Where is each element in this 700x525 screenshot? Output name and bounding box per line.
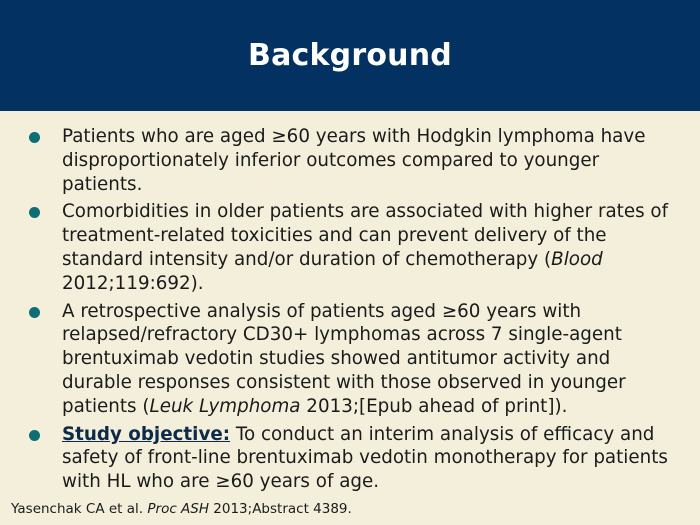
slide-title: Background bbox=[248, 38, 452, 73]
footnote-reference bbox=[11, 500, 352, 518]
bullet-item-2 bbox=[0, 200, 700, 295]
footnote-journal: Proc ASH bbox=[147, 501, 209, 517]
bullet-text: Comorbidities in older patients are associated with higher rates of treatment-related toxicities and can prevent delivery of the standard intensity and/or duration of chemotherapy ( bbox=[62, 201, 669, 270]
bullet-text: A retrospective analysis of patients aged ≥60 years with relapsed/refractory CD30+ lymphomas across 7 single-agent brentuximab vedotin studies showed antitumor activity and durable responses consistent with those observed in younger patients ( bbox=[62, 300, 626, 417]
citation-details: 2012;119:692). bbox=[62, 272, 204, 294]
bullet-dot-icon bbox=[29, 207, 40, 218]
bullet-dot-icon bbox=[29, 132, 40, 143]
study-objective-label: Study objective: bbox=[62, 423, 231, 445]
citation-details: 2013;[Epub ahead of print]). bbox=[300, 395, 568, 417]
bullet-dot-icon bbox=[29, 307, 40, 318]
bullet-item-3 bbox=[0, 300, 700, 419]
footnote-authors: Yasenchak CA et al. bbox=[11, 501, 148, 517]
bullet-text: To conduct an interim analysis of efficacy and safety of front-line brentuximab vedotin monotherapy for patients with HL who are ≥60 years of age. bbox=[62, 423, 668, 493]
bullet-list bbox=[0, 125, 700, 498]
journal-citation: Blood bbox=[551, 248, 603, 270]
bullet-dot-icon bbox=[29, 430, 40, 441]
footnote-details: 2013;Abstract 4389. bbox=[209, 501, 352, 517]
bullet-item-1 bbox=[0, 125, 700, 196]
journal-citation: Leuk Lymphoma bbox=[149, 395, 301, 417]
bullet-text: Patients who are aged ≥60 years with Hodgkin lymphoma have disproportionately inferior outcomes compared to younger patients. bbox=[62, 126, 646, 195]
bullet-item-4 bbox=[0, 423, 700, 494]
header-banner bbox=[0, 0, 700, 111]
